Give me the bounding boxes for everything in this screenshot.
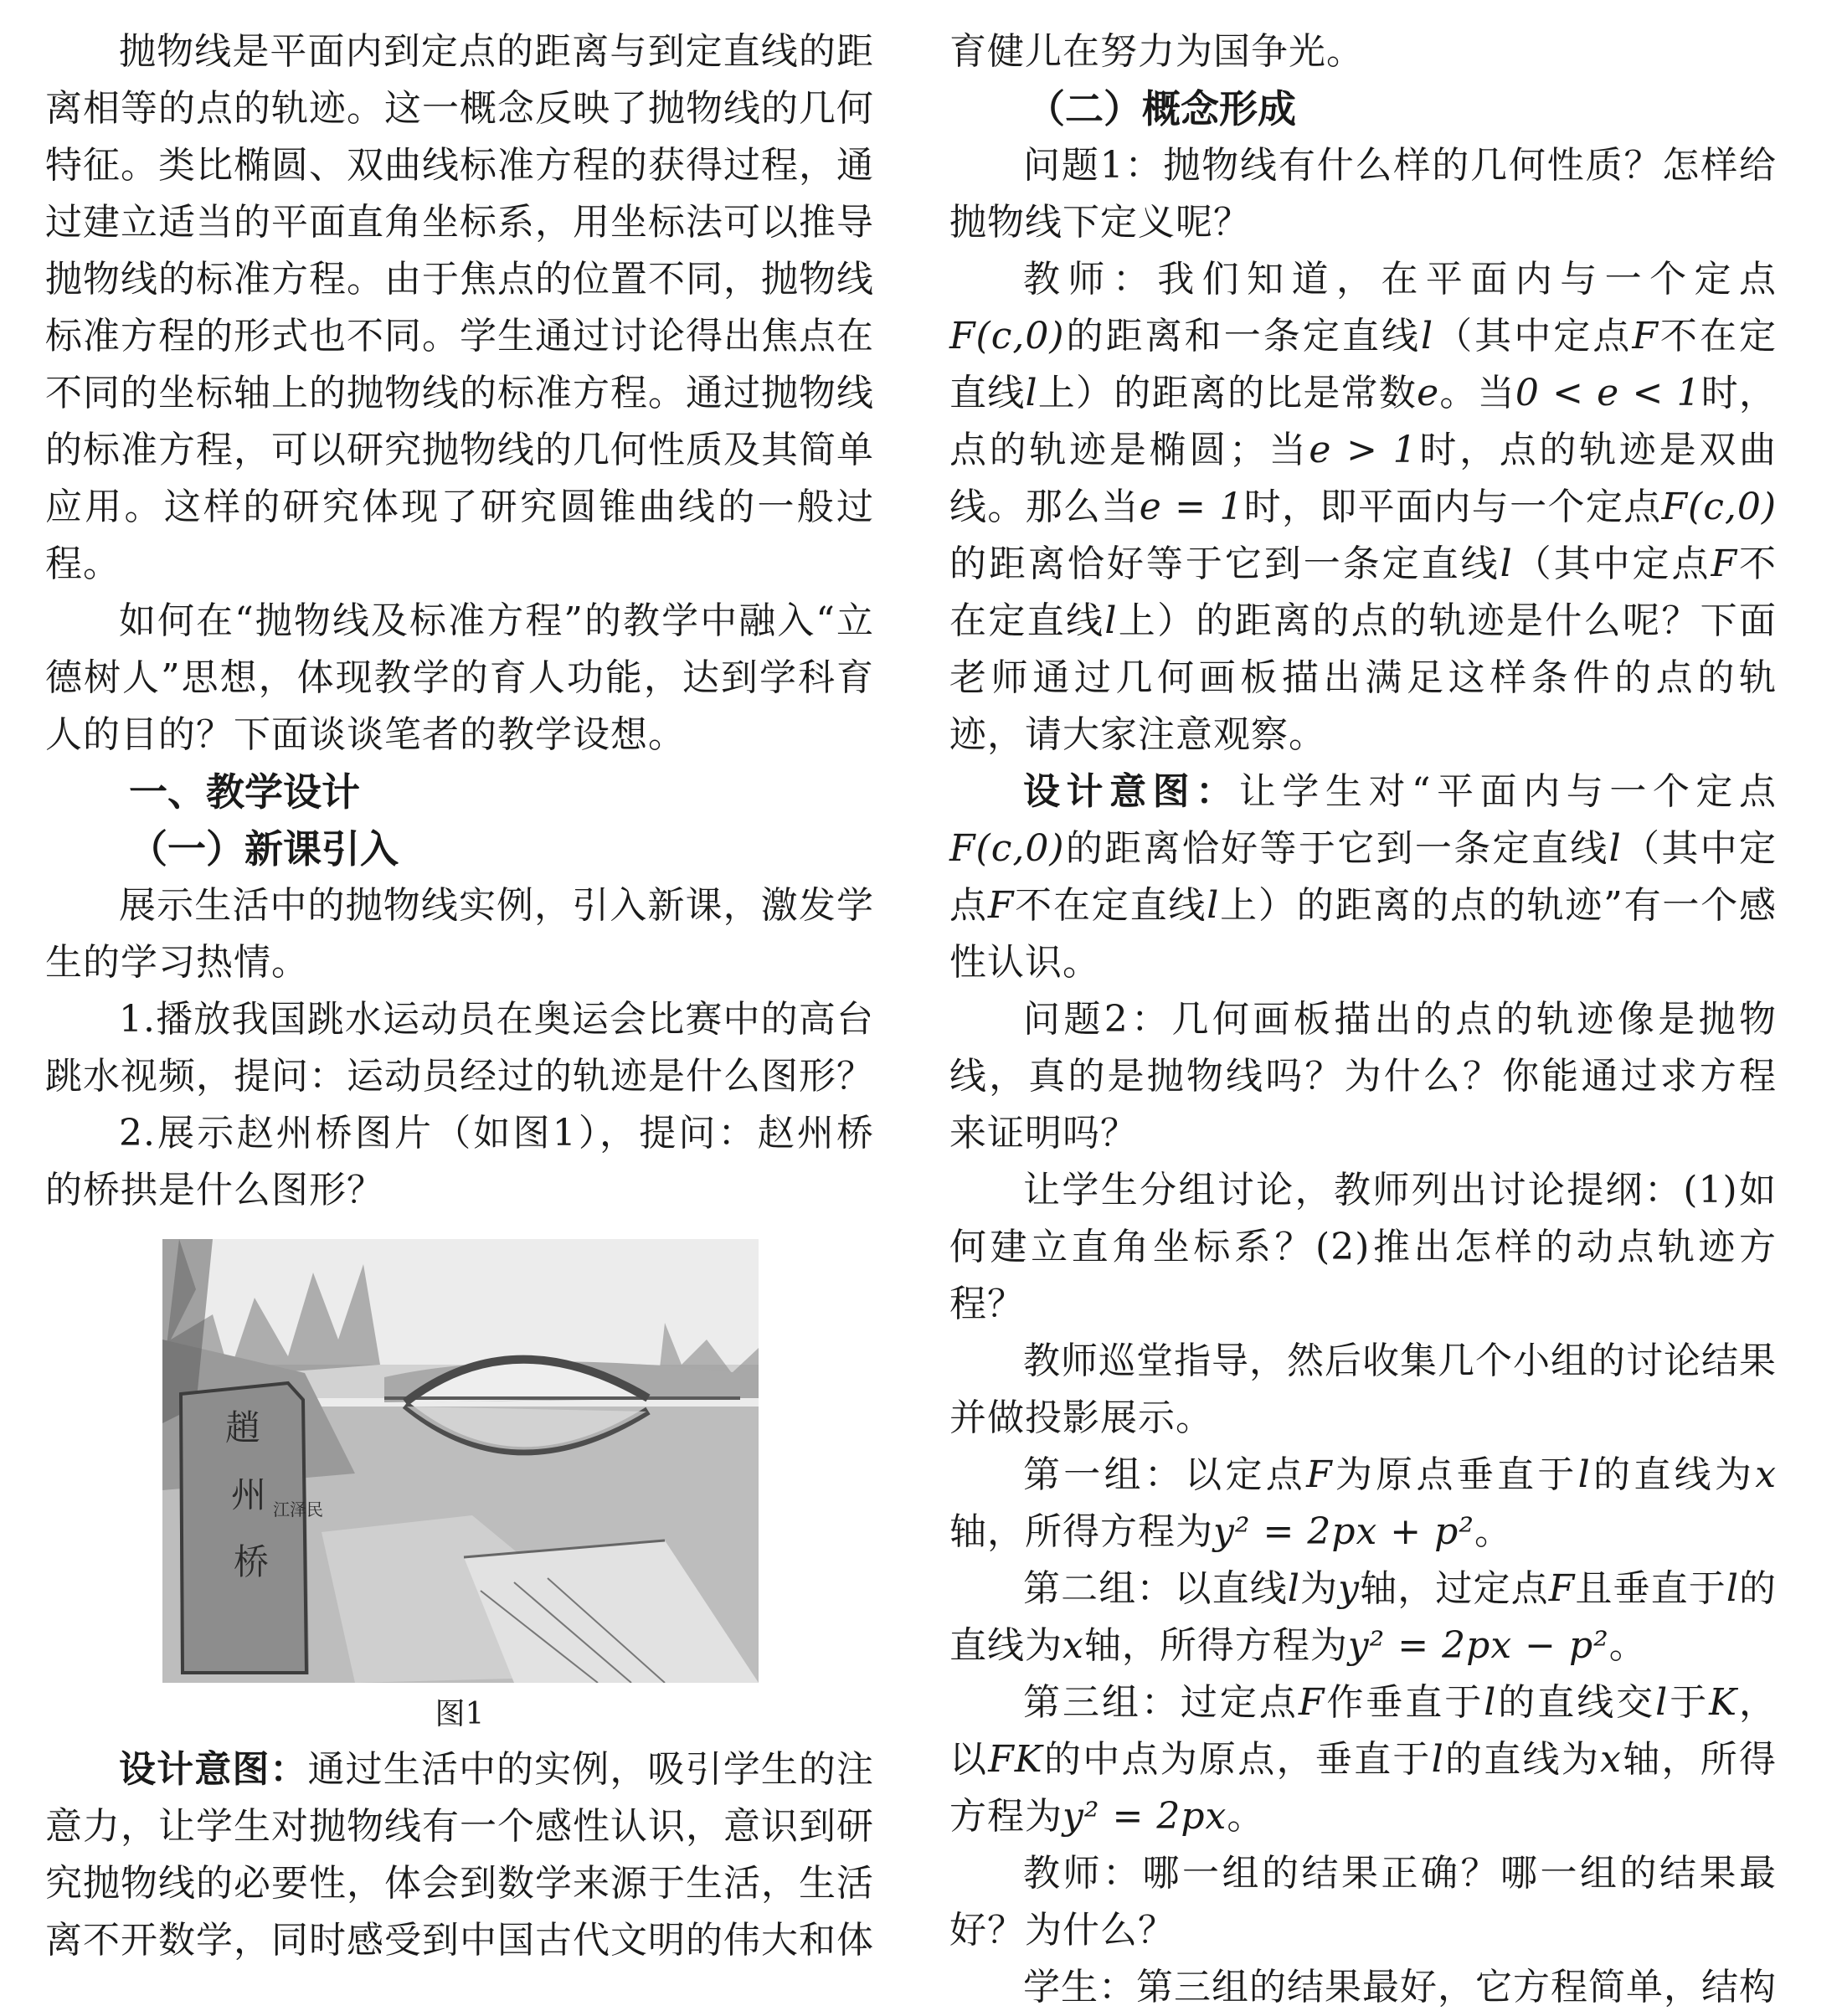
- group-1-result: 第一组：以定点F为原点垂直于l的直线为x轴，所得方程为y² = 2px + p²。: [949, 1453, 1778, 1553]
- section-heading: 一、教学设计: [129, 769, 360, 815]
- bridge-photo-graphic: [162, 1239, 759, 1683]
- teacher-guidance: 教师巡堂指导，然后收集几个小组的讨论结果并做投影展示。: [949, 1340, 1777, 1439]
- left-column: [45, 23, 874, 1969]
- list-item-2: 2.展示赵州桥图片（如图1），提问：赵州桥的桥拱是什么图形？: [45, 1112, 874, 1211]
- question-1: 问题1：抛物线有什么样的几何性质？怎样给抛物线下定义呢？: [949, 144, 1777, 244]
- design-intent-label-2: 设计意图：: [1023, 770, 1239, 813]
- question-2: 问题2：几何画板描出的点的轨迹像是抛物线，真的是抛物线吗？为什么？你能通过求方程来证明吗？: [949, 998, 1777, 1155]
- intro-paragraph: 抛物线是平面内到定点的距离与到定直线的距离相等的点的轨迹。这一概念反映了抛物线的几何特征。类比椭圆、双曲线标准方程的获得过程，通过建立适当的平面直角坐标系，用坐标法可以推导抛物线的标准方程。由于焦点的位置不同，抛物线标准方程的形式也不同。学生通过讨论得出焦点在不同的坐标轴上的抛物线的标准方程。通过抛物线的标准方程，可以研究抛物线的几何性质及其简单应用。这样的研究体现了研究圆锥曲线的一般过程。: [45, 30, 874, 585]
- list-item-1: 1.播放我国跳水运动员在奥运会比赛中的高台跳水视频，提问：运动员经过的轨迹是什么图形？: [45, 998, 874, 1098]
- stele-char-1: 趙: [225, 1407, 261, 1448]
- design-intent-paragraph: [45, 1741, 874, 1969]
- design-intent-label: 设计意图：: [119, 1748, 308, 1791]
- intro-activity-paragraph: 展示生活中的抛物线实例，引入新课，激发学生的学习热情。: [45, 884, 874, 984]
- design-intent-paragraph-2: 设计意图：让学生对“平面内与一个定点F(c,0)的距离恰好等于它到一条定直线l（其中定点F不在定直线l上）的距离的点的轨迹”有一个感性认识。: [949, 770, 1778, 984]
- subsection-heading: （一）新课引入: [129, 826, 399, 872]
- stele-signature: 江泽民: [273, 1499, 323, 1520]
- stele-char-3: 桥: [234, 1541, 270, 1582]
- group-3-result: 第三组：过定点F作垂直于l的直线交l于K，以FK的中点为原点，垂直于l的直线为x轴，所得方程为y² = 2px。: [949, 1681, 1778, 1838]
- student-answer: 学生：第三组的结果最好，它方程简单，结构: [1023, 1966, 1777, 2008]
- subsection-heading-2: （二）概念形成: [1026, 86, 1296, 131]
- figure-caption: 图1: [435, 1697, 485, 1731]
- right-column: [949, 23, 1777, 2016]
- question-paragraph: 如何在“抛物线及标准方程”的教学中融入“立德树人”思想，体现教学的育人功能，达到学科育人的目的？下面谈谈笔者的教学设想。: [45, 599, 874, 756]
- design-intent-text: 通过生活中的实例，吸引学生的注意力，让学生对抛物线有一个感性认识，意识到研究抛物线的必要性，体会到数学来源于生活，生活离不开数学，同时感受到中国古代文明的伟大和体: [45, 1748, 875, 1962]
- group-2-equation: y² = 2px − p²: [1347, 1624, 1609, 1667]
- continued-text: 育健儿在努力为国争光。: [949, 30, 1364, 73]
- teacher-paragraph-1: 教师：我们知道，在平面内与一个定点F(c,0)的距离和一条定直线l（其中定点F不在定直线l上）的距离的比是常数e。当0 < e < 1时，点的轨迹是椭圆；当e > 1时，点的轨迹是双曲线。那么当e = 1时，即平面内与一个定点F(c,0)的距离恰好等于它到一条定直线l（其中定点F不在定直线l上）的距离的点的轨迹是什么呢？下面老师通过几何画板描出满足这样条件的点的轨迹，请大家注意观察。: [949, 258, 1778, 756]
- group-1-equation: y² = 2px + p²: [1213, 1510, 1474, 1553]
- discussion-outline: 让学生分组讨论，教师列出讨论提纲：(1)如何建立直角坐标系？(2)推出怎样的动点轨迹方程？: [949, 1169, 1777, 1325]
- group-3-equation: y² = 2px: [1062, 1795, 1227, 1838]
- teacher-question-2: 教师：哪一组的结果正确？哪一组的结果最好？为什么？: [949, 1852, 1777, 1952]
- zhaozhou-bridge-photo: [162, 1239, 759, 1683]
- stele-char-2: 州: [231, 1474, 267, 1515]
- group-2-result: 第二组：以直线l为y轴，过定点F且垂直于l的直线为x轴，所得方程为y² = 2px − p²。: [949, 1567, 1778, 1667]
